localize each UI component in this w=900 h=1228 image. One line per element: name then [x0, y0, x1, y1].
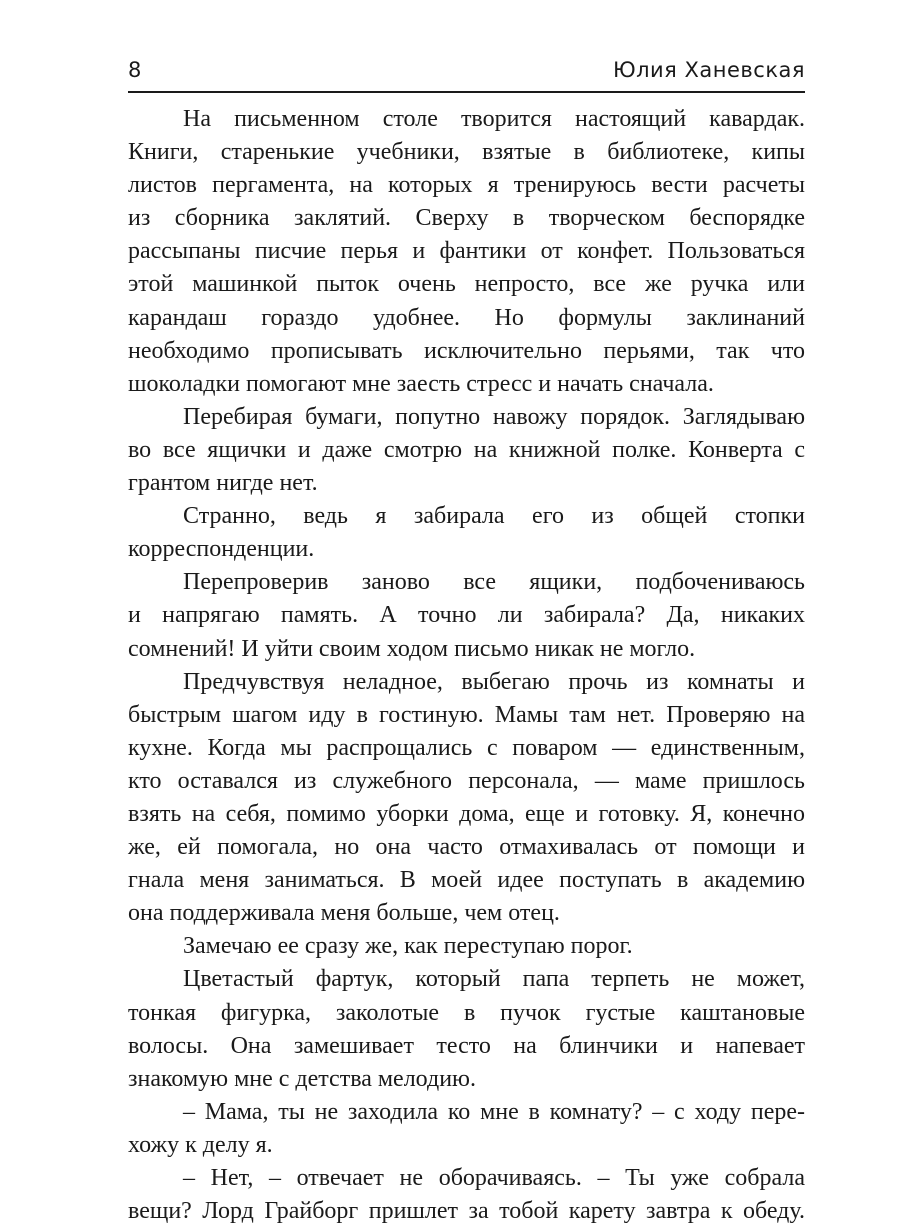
text-line: Цветастый фартук, который папа терпеть не может,: [183, 966, 805, 993]
page-number: 8: [128, 58, 142, 82]
text-line: грантом нигде нет.: [128, 470, 318, 497]
text-line: – Нет, – отвечает не оборачиваясь. – Ты уже собрала: [183, 1165, 805, 1191]
text-line: рассыпаны писчие перья и фантики от конфет. Пользоваться: [128, 238, 805, 265]
body-text: [128, 103, 805, 1228]
header-rule: [128, 91, 805, 93]
text-line: шоколадки помогают мне заесть стресс и начать сначала.: [128, 370, 714, 397]
text-line: и напрягаю память. А точно ли забирала? Да, никаких: [128, 602, 805, 629]
text-line: Странно, ведь я забирала его из общей стопки: [183, 503, 805, 530]
text-line: кухне. Когда мы распрощались с поваром — единственным,: [128, 734, 805, 761]
text-line: листов пергамента, на которых я тренируюсь вести расчеты: [128, 172, 805, 199]
text-line: Перепроверив заново все ящики, подбочениваюсь: [183, 569, 805, 596]
running-header: [128, 58, 805, 88]
text-line: волосы. Она замешивает тесто на блинчики и напевает: [128, 1032, 805, 1059]
author-name: Юлия Ханевская: [612, 58, 805, 82]
text-line: карандаш гораздо удобнее. Но формулы заклинаний: [128, 304, 805, 331]
text-line: тонкая фигурка, заколотые в пучок густые каштановые: [128, 999, 805, 1026]
text-line: взять на себя, помимо уборки дома, еще и готовку. Я, конечно: [128, 800, 805, 827]
text-line: хожу к делу я.: [128, 1131, 273, 1158]
text-line: корреспонденции.: [128, 536, 315, 563]
text-line: из сборника заклятий. Сверху в творческом беспорядке: [128, 205, 805, 232]
text-line: Предчувствуя неладное, выбегаю прочь из комнаты и: [183, 668, 805, 695]
text-line: гнала меня заниматься. В моей идее поступать в академию: [128, 867, 805, 894]
text-line: Перебирая бумаги, попутно навожу порядок. Заглядываю: [183, 403, 805, 430]
text-line: сомнений! И уйти своим ходом письмо никак не могло.: [128, 635, 696, 662]
text-line: Замечаю ее сразу же, как переступаю порог.: [183, 933, 633, 960]
text-line: Книги, старенькие учебники, взятые в библиотеке, кипы: [128, 139, 805, 166]
text-line: во все ящички и даже смотрю на книжной полке. Конверта с: [128, 436, 805, 463]
text-line: быстрым шагом иду в гостиную. Мамы там нет. Проверяю на: [128, 701, 805, 728]
text-line: необходимо прописывать исключительно перьями, так что: [128, 337, 805, 364]
text-line: же, ей помогала, но она часто отмахивалась от помощи и: [128, 834, 805, 861]
text-line: На письменном столе творится настоящий кавардак.: [183, 106, 805, 132]
text-line: – Мама, ты не заходила ко мне в комнату? – с ходу пере-: [183, 1098, 805, 1125]
text-line: этой машинкой пыток очень непросто, все же ручка или: [128, 271, 805, 298]
text-line: она поддерживала меня больше, чем отец.: [128, 900, 560, 927]
text-line: знакомую мне с детства мелодию.: [128, 1065, 476, 1092]
text-line: кто оставался из служебного персонала, — маме пришлось: [128, 767, 805, 794]
text-line: вещи? Лорд Грайборг пришлет за тобой карету завтра к обеду.: [128, 1198, 805, 1225]
